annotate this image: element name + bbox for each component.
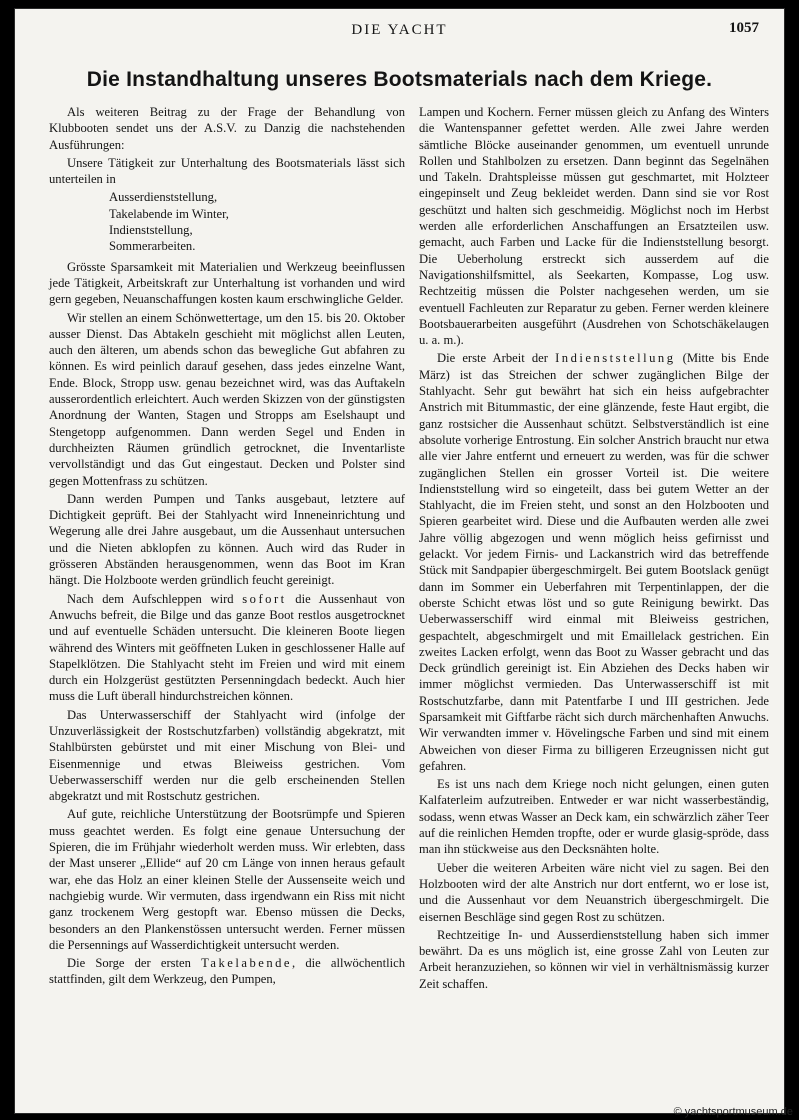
emphasis-spaced: Indienststellung bbox=[555, 351, 676, 366]
document-page bbox=[14, 8, 785, 1114]
running-title: DIE YACHT bbox=[351, 22, 448, 38]
paragraph bbox=[419, 350, 769, 774]
text-run: (Mitte bis Ende März) ist das Streichen der schwer zugänglichen Bilge der Stahlyacht. Sehr gut bewährt hat sich ein heiss aufgebrachter Anstrich mit Bitummastic, der eine glänzende, feste Haut ergibt, die ganz rostsicher die Aussenhaut schützt. Selbstverständlich ist eine absolute vorherige Entrostung. Ein solcher Anstrich braucht nur etwa alle vier Jahre entfernt und erneuert zu werden, was für die schwer zugänglichen Stellen ein grosser Vorteil ist. Die weitere Indienststellung wird so eingeteilt, dass bei gutem Wetter an der Stahlyacht, die im Freien steht, und sonst an den Holzbooten und Spieren gearbeitet wird. Diese und die Aufbauten werden alle zwei Jahre völlig abgezogen und wenn möglich heiss gefirnisst und gelackt. Vor jedem Firnis- und Lackanstrich wird das betreffende Stück mit Sandpapier übergeschmirgelt. Bei gutem Bootslack genügt dann im Sommer ein Ueberfahren mit Terpentinlappen, der die oberste Schicht etwas löst und so gute Reinigung bewirkt. Das Ueberwasserschiff wird einmal mit Bleiweiss gestrichen, gespachtelt, abgeschmirgelt und mit Emaillelack gestrichen. Ein zweites Lacken erfolgt, wenn das Boot zu Wasser gebracht und das Deck gründlich gereinigt ist. Ein Abziehen des Decks haben wir immer möglichst vermieden. Das Unterwasserschiff ist mit Rostschutzfarbe, dann mit Patentfarbe I und III gestrichen. Jede Sparsamkeit mit Giftfarbe rächt sich durch märchenhaften Anwuchs. Wir verwandten immer v. Hövelingsche Farben und sind mit einem Abweichen von dieser Firma zu billigeren Erzeugnissen nicht gut gefahren. bbox=[419, 351, 770, 773]
paragraph: Grösste Sparsamkeit mit Materialien und Werkzeug beeinflussen jede Tätigkeit, Arbeitskraft zur Unterhaltung ist vorhanden und wird gern gegeben, Neuanschaffungen kosten kaum erschwingliche Gelder. bbox=[49, 259, 405, 307]
text-run: die Aussenhaut von Anwuchs befreit, die Bilge und das ganze Boot restlos ausgetrocknet und auf eventuelle Schäden untersucht. Die kleineren Boote liegen während des Winters mit geöffneten Luken in geschlossener Halle auf Stapelklötzen. Die Stahlyacht steht im Freien und wird mit einem durch ein Holzgerüst gestützten Persenningdach bedeckt. Auch hier muss die Luft überall hindurchstreichen können. bbox=[49, 591, 405, 704]
text-run: Nach dem Aufschleppen wird bbox=[67, 591, 243, 606]
paragraph: Auf gute, reichliche Unterstützung der Bootsrümpfe und Spieren muss geachtet werden. Es folgt eine genaue Untersuchung der Spieren, die im Frühjahr wiederholt werden muss. Wir erlebten, dass der Mast unserer „Ellide“ auf 20 cm Länge von innen heraus gefault war, ehe das Holz an einer kleinen Stelle der Aussenseite weich und nachgiebig wurde. Wir vermuten, dass irgendwann ein Riss mit nicht ganz trockenem Werg gestopft war. Ebenso müssen die Decks, besonders an den Plankenstössen untersucht werden. Ferner müssen die Persennings auf Wasserdichtigkeit untersucht werden. bbox=[49, 807, 405, 952]
list-item: Takelabende im Winter, bbox=[109, 206, 229, 221]
paragraph bbox=[49, 955, 405, 988]
paragraph: Ueber die weiteren Arbeiten wäre nicht viel zu sagen. Bei den Holzbooten wird der alte Anstrich nur dort entfernt, wo er lose ist, und die Aussenhaut vor dem Neuanstrich übergeschmirgelt. Die eisernen Beschläge sind gegen Rost zu schützen. bbox=[419, 860, 769, 924]
article-title: Die Instandhaltung unseres Bootsmaterials nach dem Kriege. bbox=[86, 68, 713, 91]
right-column bbox=[419, 104, 769, 994]
list-item: Sommerarbeiten. bbox=[109, 239, 196, 254]
paragraph: Lampen und Kochern. Ferner müssen gleich zu Anfang des Winters die Wantenspanner gefettet werden. Alle zwei Jahre werden sämtliche Blöcke auseinander genommen, um eventuell unrunde Rollen und Stahlbolzen zu ersetzen. Dann beginnt das Segelnähen und Takeln. Drahtspleisse müssen gut geschmartet, mit Holzteer eingepinselt und Zeug bekleidet werden. Dann sind sie vor Rost geschützt und halten sich geschmeidig. Möglichst noch im Herbst werden alle erforderlichen Anschaffungen an Ersatzteilen usw. gemacht, auch Farben und Lacke für die Indienststellung besorgt. Die Ueberholung erstreckt sich ausserdem auf die Navigationshilfsmittel, als Seekarten, Kompasse, Log usw. Rechtzeitig müssen die Polster nachgesehen werden, um sie eventuell Fachleuten zur Reparatur zu geben. Ferner werden kleinere Bootsbauerarbeiten ausgeführt (Ausdrehen von Schotschäkelaugen u. a. m.). bbox=[419, 105, 769, 348]
emphasis-spaced: sofort bbox=[242, 591, 287, 606]
text-run: Die Sorge der ersten bbox=[67, 956, 202, 971]
text-run: , die allwöchentlich stattfinden, gilt dem Werkzeug, den Pumpen, bbox=[49, 956, 405, 987]
emphasis-spaced: Takelabende bbox=[201, 956, 293, 971]
paragraph: Unsere Tätigkeit zur Unterhaltung des Bootsmaterials lässt sich unterteilen in bbox=[49, 155, 405, 187]
left-column bbox=[49, 104, 405, 990]
paragraph bbox=[49, 591, 405, 705]
text-run: Die erste Arbeit der bbox=[437, 351, 556, 366]
copyright-watermark: © yachtsportmuseum.de bbox=[673, 1106, 793, 1118]
activity-list bbox=[109, 189, 405, 254]
paragraph: Es ist uns nach dem Kriege noch nicht gelungen, einen guten Kalfaterleim aufzutreiben. Entweder er war nicht wasserbeständig, sodass, wenn etwas Wasser an Deck kam, ein schwärzlich zäher Teer auf die reinlichen Hemden tropfte, oder er wurde glasig-spröde, dass man ihn stückweise aus den Decksnähten holte. bbox=[419, 777, 769, 857]
page-number: 1057 bbox=[729, 20, 759, 36]
paragraph: Wir stellen an einem Schönwettertage, um den 15. bis 20. Oktober ausser Dienst. Das Abtakeln geschieht mit möglichst allen Leuten, auch den älteren, um abends schon das bewegliche Gut abfahren zu können. Es wird peinlich darauf gesehen, dass jedes einzelne Want, Ende. Block, Stropp usw. genau bezeichnet wird, was das Auftakeln ausserordentlich erleichtert. Auch werden Skizzen von der günstigsten Anordnung der Wanten, Stagen und Stropps am Eselshaupt und Stengetopp aufgenommen. Dann werden Segel und Enden in durchheizten Räumen gründlich getrocknet, die Inventarliste vervollständigt und das Gut eingestaut. Decken und Polster sind gegen Mottenfrass zu schützen. bbox=[49, 310, 405, 488]
paragraph: Dann werden Pumpen und Tanks ausgebaut, letztere auf Dichtigkeit geprüft. Bei der Stahlyacht wird Inneneinrichtung und Wegerung alle drei Jahre ausgebaut, um die Aussenhaut untersuchen und die Nieten abklopfen zu können. Auch wird das Ruder in grösseren Abständen herausgenommen, wenn das Boot im Kran hängt. Die Holzboote werden gründlich feucht gereinigt. bbox=[49, 491, 405, 588]
paragraph: Das Unterwasserschiff der Stahlyacht wird (infolge der Unzuverlässigkeit der Rostschutzfarben) vollständig abgekratzt, mit Stahlbürsten gebürstet und mit einer Mischung von Blei- und Eisenmennige und etwas Bleiweiss gestrichen. Vom Ueberwasserschiff werden nur die gelb erscheinenden Stellen abgekratzt und mit Rostschutz gestrichen. bbox=[49, 707, 405, 804]
list-item: Indienststellung, bbox=[109, 223, 193, 238]
paragraph: Rechtzeitige In- und Ausserdienststellung haben sich immer bewährt. Da es uns möglich ist, eine grosse Zahl von Leuten zur Arbeit heranzuziehen, so können wir viel in verhältnismässig kurzer Zeit schaffen. bbox=[419, 927, 769, 991]
list-item: Ausserdienststellung, bbox=[109, 190, 218, 205]
paragraph: Als weiteren Beitrag zu der Frage der Behandlung von Klubbooten sendet uns der A.S.V. zu Danzig die nachstehenden Ausführungen: bbox=[49, 105, 405, 152]
